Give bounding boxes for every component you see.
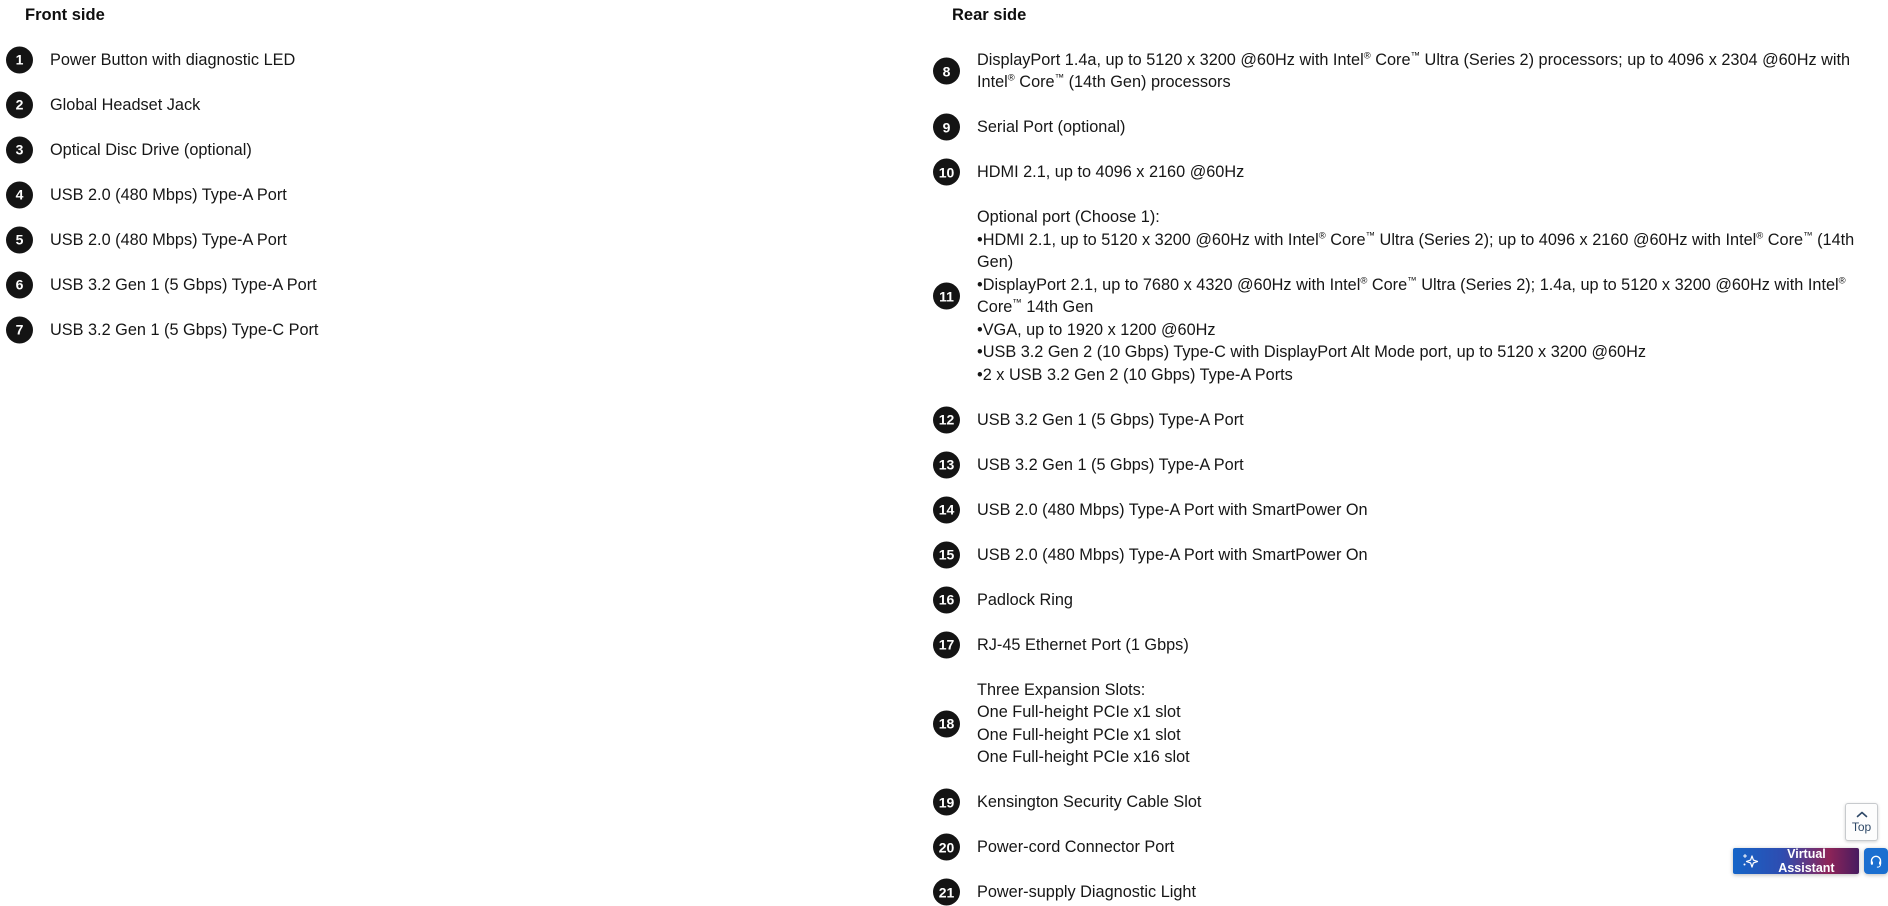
list-item (6, 319, 766, 342)
item-text-line: One Full-height PCIe x1 slot (977, 703, 1181, 721)
item-number-badge: 21 (933, 879, 960, 906)
front-side-section (6, 4, 766, 341)
list-item (6, 49, 766, 72)
item-text (977, 679, 1877, 769)
item-text-line: •HDMI 2.1, up to 5120 x 3200 @60Hz with Intel® Core™ Ultra (Series 2); up to 4096 x 2160 @60Hz with Intel® Core™ (14th Gen) (977, 230, 1855, 271)
item-text-line: Power-supply Diagnostic Light (977, 883, 1197, 901)
list-item (6, 274, 766, 297)
item-text-line: USB 3.2 Gen 1 (5 Gbps) Type-A Port (977, 410, 1244, 429)
front-side-heading: Front side (25, 6, 105, 24)
item-text-line: DisplayPort 1.4a, up to 5120 x 3200 @60Hz with Intel® Core™ Ultra (Series 2) processors; up to 4096 x 2304 @60Hz with Intel® Core™ (14th Gen) processors (977, 50, 1851, 91)
back-to-top-button[interactable] (1845, 803, 1878, 841)
item-text (977, 589, 1877, 612)
item-text (977, 634, 1877, 657)
item-text-line: USB 3.2 Gen 1 (5 Gbps) Type-A Port (50, 275, 317, 294)
item-text-line: USB 2.0 (480 Mbps) Type-A Port (50, 185, 287, 204)
item-text-line: •2 x USB 3.2 Gen 2 (10 Gbps) Type-A Ports (977, 365, 1293, 384)
item-text-line: Power Button with diagnostic LED (50, 50, 296, 69)
item-number-badge: 15 (933, 541, 960, 568)
item-number-badge: 11 (933, 283, 960, 310)
item-text (977, 454, 1877, 477)
list-item (933, 544, 1877, 567)
list-item (933, 679, 1877, 769)
item-text (977, 161, 1877, 184)
live-support-button[interactable] (1864, 848, 1888, 874)
item-number-badge: 6 (6, 271, 33, 298)
item-text-line: •DisplayPort 2.1, up to 7680 x 4320 @60Hz with Intel® Core™ Ultra (Series 2); 1.4a, up to 5120 x 3200 @60Hz with Intel® Core™ 14th Gen (977, 275, 1846, 316)
list-item (6, 139, 766, 162)
list-item (933, 116, 1877, 139)
item-text-line: Optical Disc Drive (optional) (50, 140, 252, 159)
list-item (933, 161, 1877, 184)
item-text-line: •VGA, up to 1920 x 1200 @60Hz (977, 320, 1216, 339)
item-text-line: Power-cord Connector Port (977, 838, 1175, 856)
item-text (977, 409, 1877, 432)
item-number-badge: 20 (933, 834, 960, 861)
item-number-badge: 12 (933, 406, 960, 433)
list-item (933, 49, 1877, 94)
rear-side-heading: Rear side (952, 6, 1027, 24)
list-item (933, 634, 1877, 657)
item-number-badge: 2 (6, 91, 33, 118)
item-text-line: USB 3.2 Gen 1 (5 Gbps) Type-A Port (977, 455, 1244, 474)
item-number-badge: 16 (933, 586, 960, 613)
list-item (933, 589, 1877, 612)
item-text-line: •USB 3.2 Gen 2 (10 Gbps) Type-C with DisplayPort Alt Mode port, up to 5120 x 3200 @60Hz (977, 343, 1646, 361)
rear-side-list (933, 49, 1877, 904)
item-text-line: Padlock Ring (977, 590, 1073, 609)
item-number-badge: 17 (933, 631, 960, 658)
item-text-line: Serial Port (optional) (977, 118, 1126, 136)
item-text (977, 791, 1877, 814)
item-text-line: HDMI 2.1, up to 4096 x 2160 @60Hz (977, 163, 1245, 181)
item-text-line: USB 2.0 (480 Mbps) Type-A Port (50, 230, 287, 249)
headset-icon (1869, 854, 1883, 868)
assistant-widgets (1733, 848, 1888, 874)
item-number-badge: 18 (933, 710, 960, 737)
list-item (933, 454, 1877, 477)
item-number-badge: 9 (933, 114, 960, 141)
virtual-assistant-label: Virtual Assistant (1778, 847, 1835, 875)
front-side-list (6, 49, 766, 342)
item-text-line: Optional port (Choose 1): (977, 208, 1160, 226)
item-number-badge: 3 (6, 136, 33, 163)
list-item (933, 409, 1877, 432)
list-item (933, 499, 1877, 522)
item-text (977, 499, 1877, 522)
list-item (933, 206, 1877, 386)
back-to-top-label: Top (1851, 819, 1872, 834)
item-number-badge: 1 (6, 46, 33, 73)
item-text (977, 544, 1877, 567)
list-item (6, 229, 766, 252)
item-number-badge: 19 (933, 789, 960, 816)
item-number-badge: 14 (933, 496, 960, 523)
item-text-line: Kensington Security Cable Slot (977, 793, 1202, 811)
item-text (50, 139, 766, 162)
item-number-badge: 8 (933, 58, 960, 85)
virtual-assistant-button[interactable] (1733, 848, 1859, 874)
item-text (50, 94, 766, 117)
item-text (977, 206, 1877, 386)
item-number-badge: 13 (933, 451, 960, 478)
item-text (977, 49, 1877, 94)
item-number-badge: 4 (6, 181, 33, 208)
item-text-line: Three Expansion Slots: (977, 680, 1146, 699)
item-number-badge: 7 (6, 316, 33, 343)
item-text-line: USB 3.2 Gen 1 (5 Gbps) Type-C Port (50, 320, 319, 339)
chevron-up-icon (1856, 811, 1868, 818)
item-text-line: RJ-45 Ethernet Port (1 Gbps) (977, 635, 1189, 654)
rear-side-section (933, 4, 1877, 904)
item-text (50, 184, 766, 207)
sparkle-icon (1741, 852, 1759, 870)
item-text-line: USB 2.0 (480 Mbps) Type-A Port with SmartPower On (977, 500, 1368, 519)
list-item (933, 791, 1877, 814)
item-text (50, 229, 766, 252)
item-text-line: One Full-height PCIe x1 slot (977, 725, 1181, 744)
item-text-line: Global Headset Jack (50, 95, 201, 114)
item-text (50, 274, 766, 297)
item-text (50, 319, 766, 342)
list-item (6, 94, 766, 117)
item-text-line: USB 2.0 (480 Mbps) Type-A Port with SmartPower On (977, 545, 1368, 564)
item-text (977, 116, 1877, 139)
item-text (977, 881, 1877, 904)
item-text (50, 49, 766, 72)
item-text-line: One Full-height PCIe x16 slot (977, 748, 1190, 766)
item-number-badge: 5 (6, 226, 33, 253)
item-number-badge: 10 (933, 159, 960, 186)
list-item (933, 881, 1877, 904)
list-item (6, 184, 766, 207)
